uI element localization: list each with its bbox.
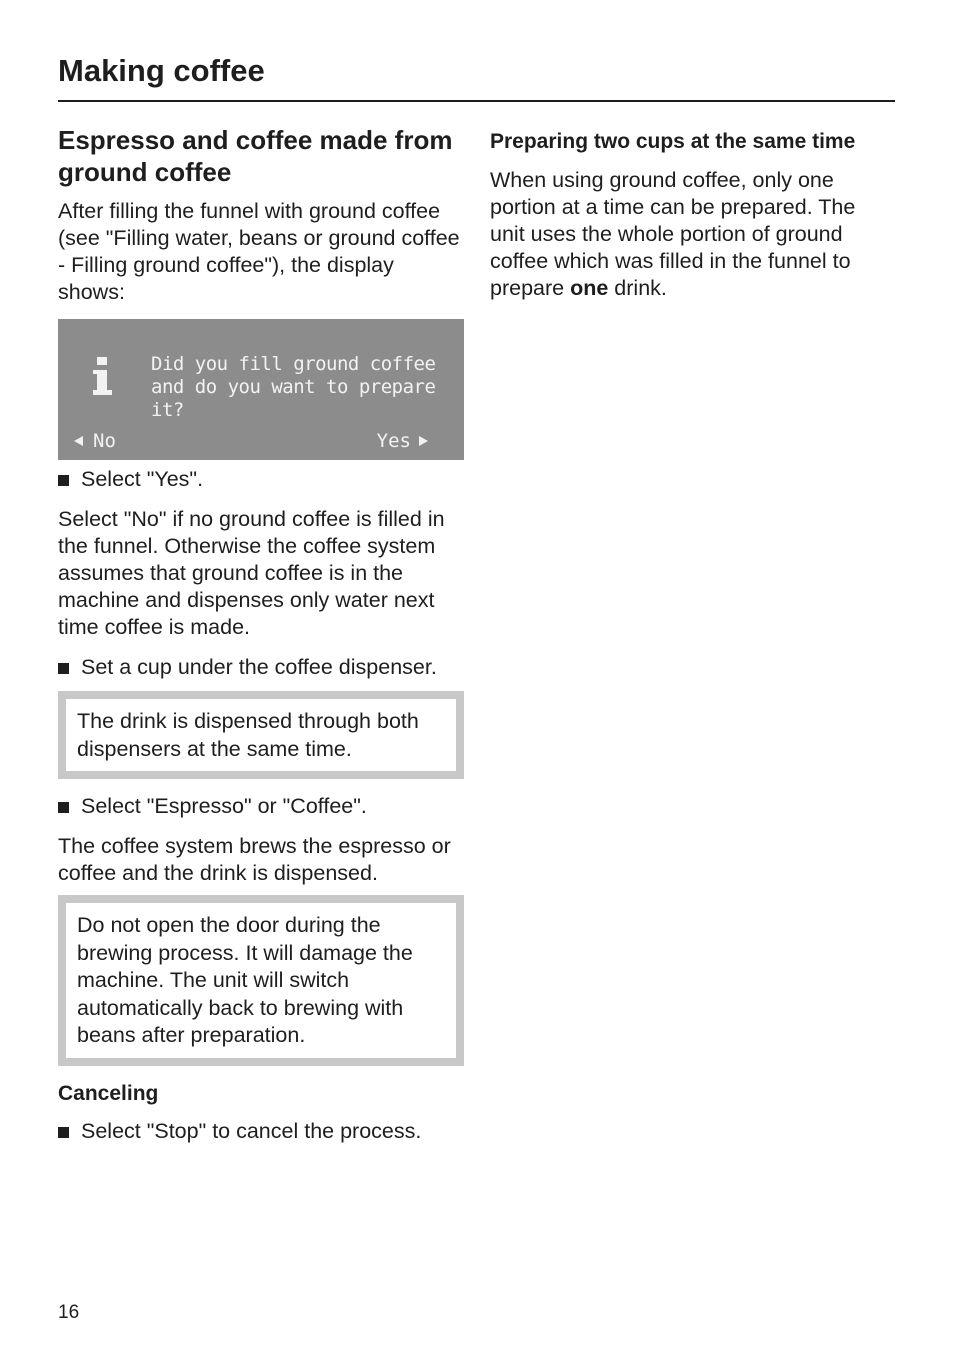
- warning-box: Do not open the door during the brewing process. It will damage the machine. The unit will switch automatically back to brewing with beans after preparation.: [58, 895, 464, 1066]
- two-cups-paragraph: [490, 167, 895, 302]
- no-explanation-paragraph: Select "No" if no ground coffee is filled in the funnel. Otherwise the coffee system assumes that ground coffee is in the machine and dispenses only water next time coffee is made.: [58, 507, 445, 639]
- list-item: [58, 1118, 464, 1145]
- note-box: The drink is dispensed through both dispensers at the same time.: [58, 691, 464, 779]
- page-title: Making coffee: [58, 53, 265, 88]
- two-cups-heading: Preparing two cups at the same time: [490, 130, 856, 153]
- two-cups-emphasis: one: [570, 276, 609, 300]
- display-message: Did you fill ground coffee and do you want to prepare it?: [151, 353, 436, 421]
- page-number: 16: [58, 1302, 80, 1323]
- brew-paragraph: The coffee system brews the espresso or coffee and the drink is dispensed.: [58, 834, 451, 885]
- info-icon: [92, 357, 114, 397]
- list-item: [58, 654, 464, 681]
- bullet-square-icon: [58, 802, 69, 813]
- display-yes-label: Yes: [376, 430, 411, 452]
- display-no-label: No: [93, 430, 116, 452]
- bullet-square-icon: [58, 475, 69, 486]
- list-item: [58, 793, 464, 820]
- bullet-square-icon: [58, 663, 69, 674]
- step-cancel: Select "Stop" to cancel the process.: [81, 1118, 422, 1143]
- arrow-left-icon: [74, 436, 83, 446]
- display-no-option: [74, 430, 116, 452]
- step-set-cup: Set a cup under the coffee dispenser.: [81, 655, 437, 679]
- step-select-yes: Select "Yes".: [81, 467, 204, 491]
- title-rule: [58, 100, 895, 102]
- display-yes-option: [377, 430, 428, 452]
- two-cups-text-before: When using ground coffee, only one portion at a time can be prepared. The unit uses the whole portion of ground coffee which was filled in the funnel to prepare: [490, 168, 856, 300]
- arrow-right-icon: [419, 436, 428, 446]
- display-screen: [58, 319, 464, 460]
- two-cups-text-after: drink.: [608, 276, 667, 300]
- bullet-square-icon: [58, 1127, 69, 1138]
- intro-paragraph: After filling the funnel with ground coffee (see "Filling water, beans or ground coffee - Filling ground coffee"), the display shows:: [58, 199, 460, 304]
- section-heading: Espresso and coffee made from ground coffee: [58, 125, 453, 187]
- step-select-drink: Select "Espresso" or "Coffee".: [81, 794, 367, 818]
- canceling-heading: Canceling: [58, 1081, 159, 1105]
- right-column: [490, 128, 895, 315]
- list-item: [58, 466, 464, 493]
- left-column: [58, 124, 464, 1158]
